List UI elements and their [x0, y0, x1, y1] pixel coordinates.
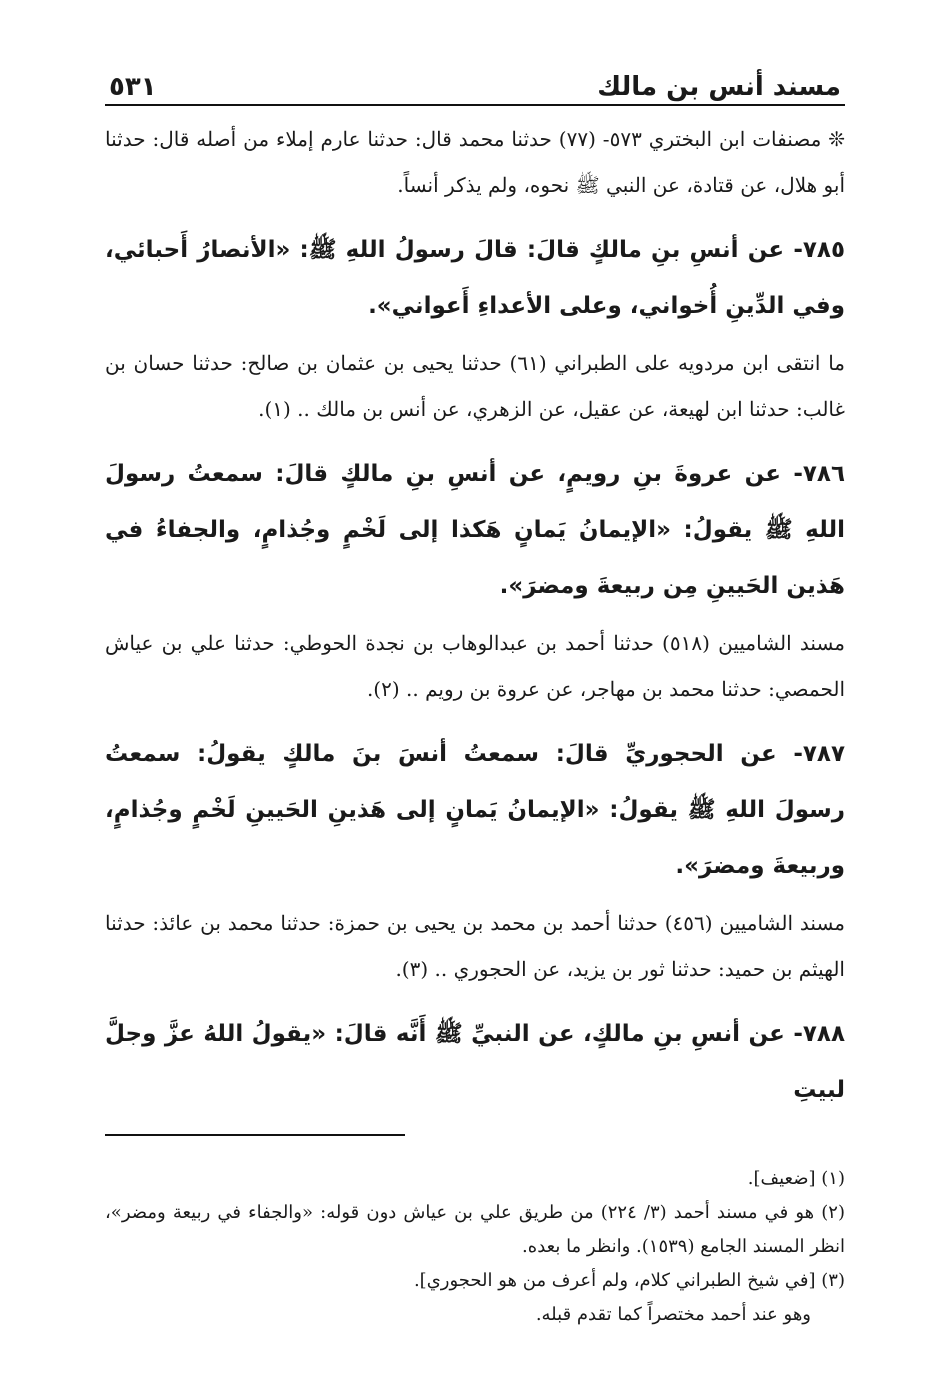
page-number: ٥٣١	[109, 72, 157, 102]
footnote-continuation: وهو عند أحمد مختصراً كما تقدم قبله.	[535, 1304, 811, 1325]
footnote-separator	[105, 1134, 845, 1136]
footnote: (٣) [في شيخ الطبراني كلام، ولم أعرف من هو الحجوري].	[413, 1270, 845, 1291]
source-note: مسند الشاميين (٤٥٦) حدثنا أحمد بن محمد بن يحيى بن حمزة: حدثنا محمد بن عائذ: حدثنا الهيثم بن حميد: حدثنا ثور بن يزيد، عن الحجوري .. (٣).	[105, 911, 845, 981]
header-rule	[105, 104, 845, 106]
main-text	[105, 116, 845, 1118]
book-page	[105, 62, 845, 1332]
footnote: (٢) هو في مسند أحمد (٣/ ٢٢٤) من طريق علي بن عياش دون قوله: «والجفاء في ربيعة ومضر»، انظر المسند الجامع (١٥٣٩). وانظر ما بعده.	[105, 1202, 845, 1257]
hadith-entry: ٧٨٨- عن أنسِ بنِ مالكٍ، عن النبيِّ ﷺ أَنَّه قالَ: «يقولُ اللهُ عزَّ وجلَّ لبيتِ	[105, 1021, 845, 1103]
hadith-entry: ٧٨٥- عن أنسِ بنِ مالكٍ قالَ: قالَ رسولُ اللهِ ﷺ: «الأنصارُ أَحبائي، وفي الدِّينِ أُخواني، وعلى الأعداءِ أَعواني».	[105, 237, 845, 319]
running-title: مسند أنس بن مالك	[597, 72, 841, 102]
source-note: ❊ مصنفات ابن البختري ٥٧٣- (٧٧) حدثنا محمد قال: حدثنا عارم إملاء من أصله قال: حدثنا أبو هلال، عن قتادة، عن النبي ﷺ نحوه، ولم يذكر أنساً.	[105, 127, 846, 197]
hadith-entry: ٧٨٧- عن الحجوريِّ قالَ: سمعتُ أنسَ بنَ مالكٍ يقولُ: سمعتُ رسولَ اللهِ ﷺ يقولُ: «الإيمانُ يَمانٍ إلى هَذينِ الحَيينِ لَخْمٍ وجُذامٍ، وربيعةَ ومضرَ».	[105, 741, 845, 879]
source-note: مسند الشاميين (٥١٨) حدثنا أحمد بن عبدالوهاب بن نجدة الحوطي: حدثنا علي بن عياش الحمصي: حدثنا محمد بن مهاجر، عن عروة بن رويم .. (٢).	[105, 631, 845, 701]
source-note: ما انتقى ابن مردويه على الطبراني (٦١) حدثنا يحيى بن عثمان بن صالح: حدثنا حسان بن غالب: حدثنا ابن لهيعة، عن عقيل، عن الزهري، عن أنس بن مالك .. (١).	[105, 351, 845, 421]
running-header	[105, 62, 845, 102]
footnotes	[105, 1162, 845, 1332]
hadith-entry: ٧٨٦- عن عروةَ بنِ رويمٍ، عن أنسِ بنِ مالكٍ قالَ: سمعتُ رسولَ اللهِ ﷺ يقولُ: «الإيمانُ يَمانٍ هَكذا إلى لَخْمٍ وجُذامٍ، والجفاءُ في هَذين الحَيينِ مِن ربيعةَ ومضرَ».	[105, 461, 845, 599]
footnote: (١) [ضعيف].	[747, 1168, 845, 1189]
